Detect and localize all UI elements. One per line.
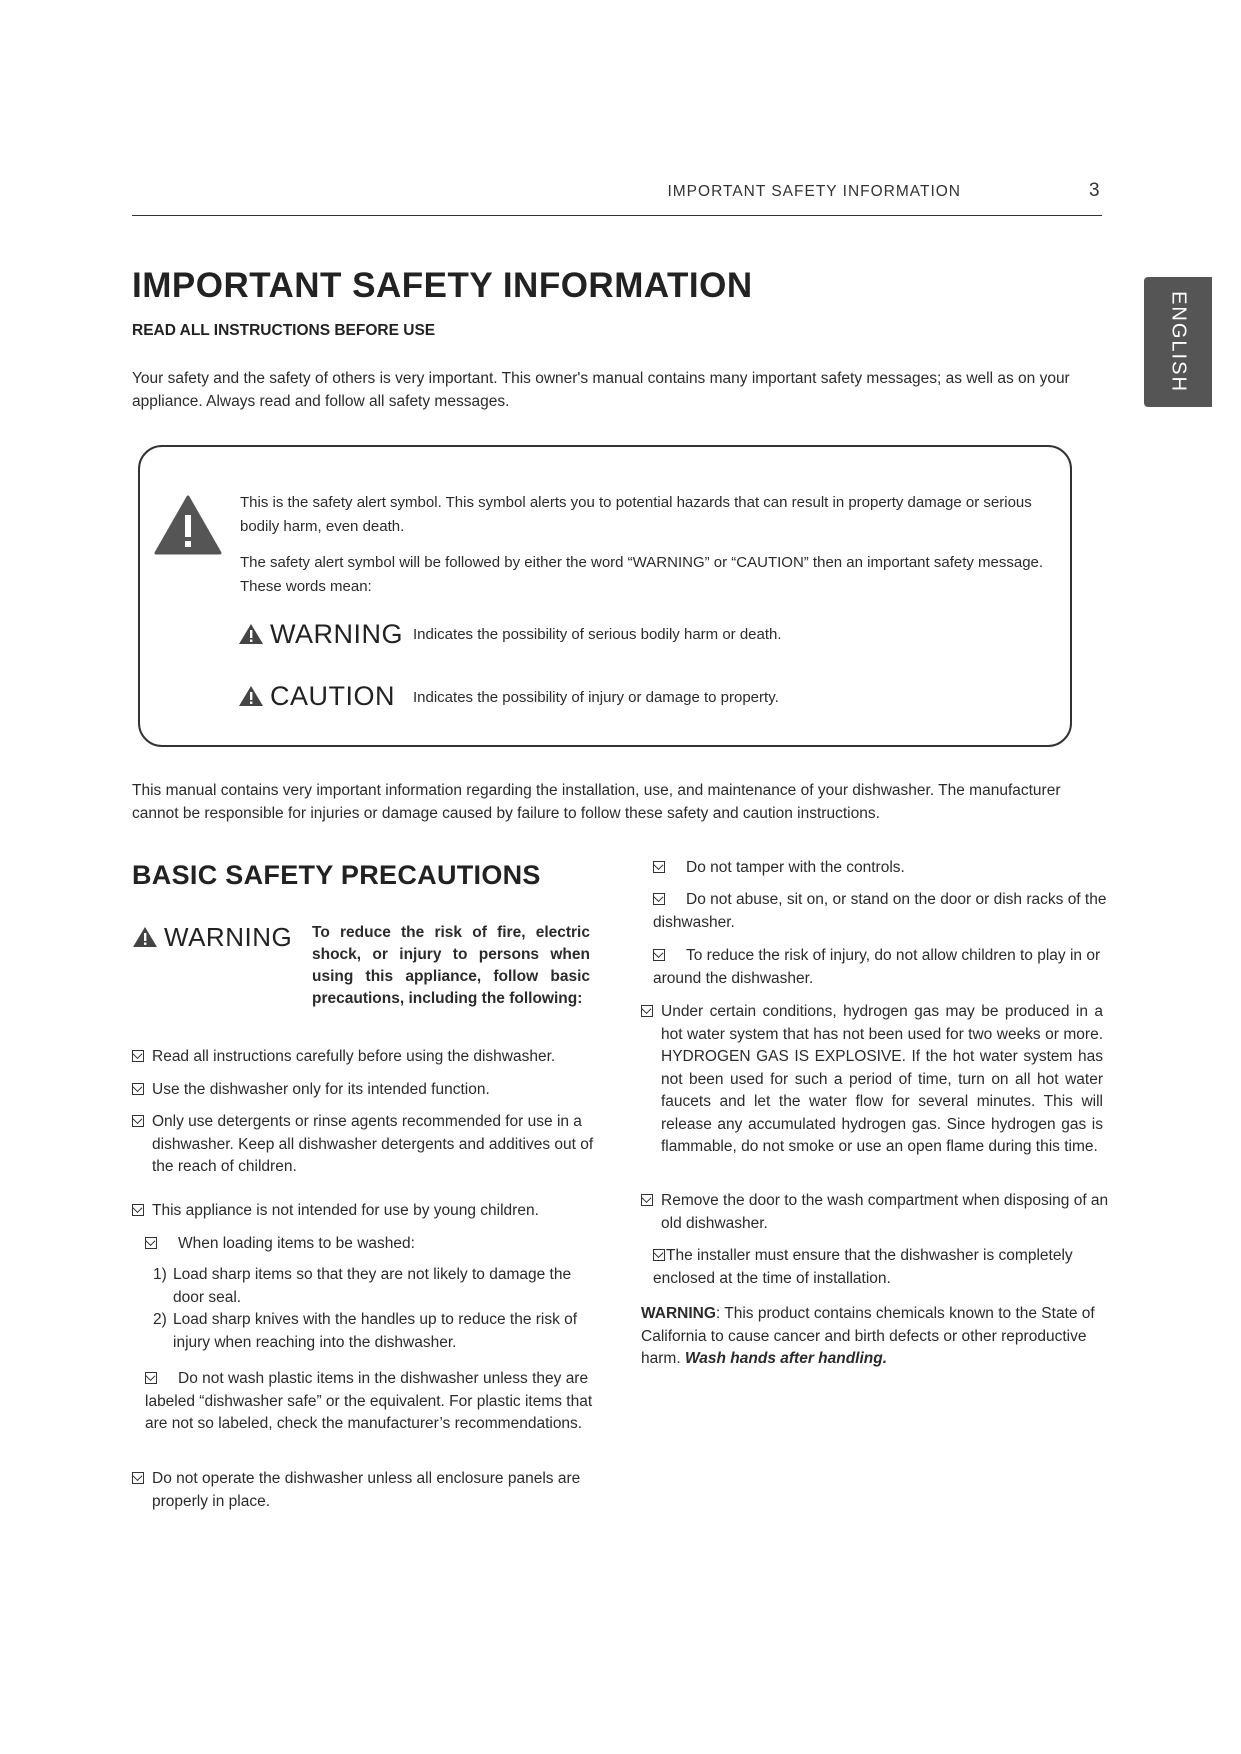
checkbox-icon bbox=[653, 861, 665, 873]
list-item: When loading items to be washed: bbox=[145, 1233, 585, 1256]
caution-alert-icon bbox=[238, 685, 264, 707]
manual-notice-paragraph: This manual contains very important information regarding the installation, use, and maintenance of your dishwasher. The manufacturer cannot be responsible for injuries or damage caused by failure to follow these safety and caution instructions. bbox=[132, 782, 1061, 822]
checkbox-icon bbox=[653, 1249, 665, 1261]
intro-paragraph: Your safety and the safety of others is very important. This owner's manual contains many important safety messages; as well as on your appliance. Always read and follow all safety messages. bbox=[132, 370, 1070, 410]
numbered-item: 2) Load sharp knives with the handles up to reduce the risk of injury when reaching into the dishwasher. bbox=[153, 1311, 578, 1351]
list-item: This appliance is not intended for use by young children. bbox=[132, 1200, 592, 1223]
list-item: Under certain conditions, hydrogen gas may be produced in a hot water system that has not been used for two weeks or more. HYDROGEN GAS IS EXPLOSIVE. If the hot water system has not been used for such a period of time, turn on all hot water faucets and let the water flow for several minutes. This will release any accumulated hydrogen gas. Since hydrogen gas is flammable, do not smoke or use an open flame during this time. bbox=[641, 1001, 1103, 1159]
checkbox-icon bbox=[132, 1115, 144, 1127]
list-item: Do not abuse, sit on, or stand on the door or dish racks of the dishwasher. bbox=[653, 891, 1107, 931]
list-item: Read all instructions carefully before using the dishwasher. bbox=[132, 1046, 592, 1069]
basic-warning-word: WARNING bbox=[164, 922, 293, 952]
language-tab bbox=[1144, 277, 1212, 407]
prop65-warning: WARNING: This product contains chemicals known to the State of California to cause cancer and birth defects or other reproductive harm. Wash hands after handling. bbox=[641, 1305, 1095, 1367]
checkbox-icon bbox=[641, 1005, 653, 1017]
list-item: Use the dishwasher only for its intended function. bbox=[132, 1079, 592, 1102]
checkbox-icon bbox=[132, 1083, 144, 1095]
warning-signal-word bbox=[238, 621, 403, 648]
caution-definition: Indicates the possibility of injury or damage to property. bbox=[413, 689, 779, 706]
warning-word: WARNING bbox=[270, 619, 403, 649]
basic-safety-heading: BASIC SAFETY PRECAUTIONS bbox=[132, 860, 541, 890]
page-number: 3 bbox=[1089, 180, 1100, 201]
safety-alert-icon bbox=[154, 495, 222, 560]
alert-words-description: The safety alert symbol will be followed by either the word “WARNING” or “CAUTION” then an important safety message. These words mean: bbox=[240, 554, 1044, 595]
list-item: Do not tamper with the controls. bbox=[653, 857, 1113, 880]
list-item: The installer must ensure that the dishwasher is completely enclosed at the time of installation. bbox=[653, 1247, 1073, 1287]
list-item: Do not operate the dishwasher unless all enclosure panels are properly in place. bbox=[132, 1468, 600, 1513]
page-subtitle: READ ALL INSTRUCTIONS BEFORE USE bbox=[132, 322, 436, 339]
checkbox-icon bbox=[145, 1372, 157, 1384]
caution-word: CAUTION bbox=[270, 681, 395, 711]
list-item: To reduce the risk of injury, do not allow children to play in or around the dishwasher. bbox=[653, 947, 1101, 987]
language-tab-label: ENGLISH bbox=[1167, 291, 1190, 393]
checkbox-icon bbox=[653, 893, 665, 905]
caution-signal-word bbox=[238, 683, 395, 710]
checkbox-icon bbox=[641, 1194, 653, 1206]
basic-warning-text: To reduce the risk of fire, electric shock, or injury to persons when using this appliance, follow basic precautions, including the following: bbox=[312, 924, 590, 1007]
page-title: IMPORTANT SAFETY INFORMATION bbox=[132, 266, 753, 305]
alert-symbol-description: This is the safety alert symbol. This symbol alerts you to potential hazards that can result in property damage or serious bodily harm, even death. bbox=[240, 494, 1032, 535]
list-item: Only use detergents or rinse agents recommended for use in a dishwasher. Keep all dishwasher detergents and additives out of the reach of children. bbox=[132, 1111, 594, 1179]
header-divider bbox=[132, 215, 1102, 216]
warning-definition: Indicates the possibility of serious bodily harm or death. bbox=[413, 626, 782, 643]
header-section-title: IMPORTANT SAFETY INFORMATION bbox=[667, 183, 961, 200]
checkbox-icon bbox=[132, 1050, 144, 1062]
basic-warning-alert-icon bbox=[132, 926, 158, 948]
checkbox-icon bbox=[653, 949, 665, 961]
checkbox-icon bbox=[132, 1204, 144, 1216]
list-item: Remove the door to the wash compartment when disposing of an old dishwasher. bbox=[641, 1190, 1111, 1235]
numbered-item: 1) Load sharp items so that they are not likely to damage the door seal. bbox=[153, 1266, 572, 1306]
list-item: Do not wash plastic items in the dishwasher unless they are labeled “dishwasher safe” or the equivalent. For plastic items that are not so labeled, check the manufacturer’s recommendations. bbox=[145, 1370, 593, 1432]
checkbox-icon bbox=[132, 1472, 144, 1484]
basic-warning-signal bbox=[132, 922, 292, 953]
checkbox-icon bbox=[145, 1237, 157, 1249]
warning-alert-icon bbox=[238, 623, 264, 645]
